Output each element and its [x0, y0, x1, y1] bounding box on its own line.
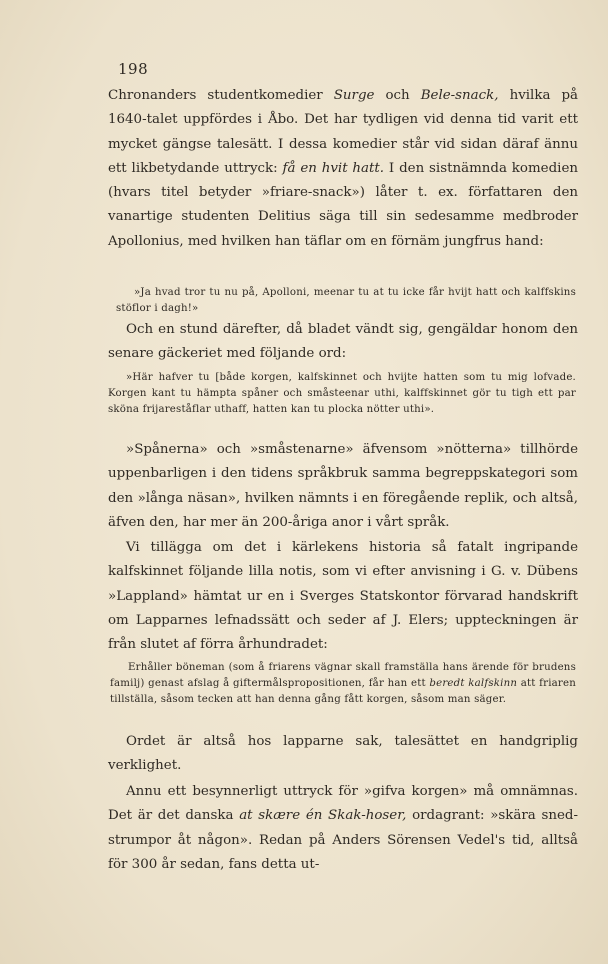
paragraph-text: Annu ett besynnerligt uttryck för »gifva korgen» må omnämnas. Det är det danska at skære én Skak-hoser, ordagrant: »skära sned-strumpor åt någon». Redan på Anders Sörensen Vedel's tid, alltså för 300 år sedan, fans detta ut-: [108, 784, 578, 872]
paragraph-3: [108, 438, 578, 535]
italic-phrase: beredt kalfskinn: [429, 677, 518, 689]
paragraph-5: [108, 730, 578, 779]
page-number: 198: [118, 60, 149, 78]
quote-1: [116, 285, 576, 317]
quote-3: [110, 660, 576, 707]
paragraph-6: [108, 780, 578, 877]
italic-phrase: Bele-snack,: [420, 88, 499, 103]
paragraph-4: [108, 536, 578, 657]
paragraph-text: Ordet är altså hos lapparne sak, talesättet en handgriplig verklighet.: [108, 734, 578, 774]
quote-2: [108, 370, 576, 417]
paragraph-text: Vi tillägga om det i kärlekens historia så fatalt ingripande kalfskinnet följande lilla notis, som vi efter anvisning i G. v. Dübens »Lappland» hämtat ur en i Sverges Statskontor förvarad handskrift om Lapparnes lefnadssätt och seder af J. Elers; uppteckningen är från slutet af förra århundradet:: [108, 540, 578, 653]
paragraph-1: [108, 84, 578, 254]
quote-text: »Här hafver tu [både korgen, kalfskinnet och hvijte hatten som tu mig lofvade. Korgen kant tu hämpta spåner och småsteenar uthi, kalffskinnet gör tu tigh ett par sköna frijareståflar uthaff, hatten kan tu plocka nötter uthi».: [108, 372, 576, 415]
quote-text: Erhåller böneman (som å friarens vägnar skall framställa hans ärende för brudens familj) genast afslag å giftermålspropositionen, får han ett beredt kalfskinn att friaren tillställa, såsom tecken att han denna gång fått korgen, såsom man säger.: [110, 662, 576, 705]
italic-phrase: Surge: [333, 88, 375, 103]
paragraph-text: Och en stund därefter, då bladet vändt sig, gengäldar honom den senare gäckeriet med följande ord:: [108, 322, 578, 362]
paragraph-2: [108, 318, 578, 367]
paragraph-text: »Spånerna» och »småstenarne» äfvensom »nötterna» tillhörde uppenbarligen i den tidens språkbruk samma begreppskategori som den »långa näsan», hvilken nämnts i en föregående replik, och altså, äfven den, har mer än 200-åriga anor i vårt språk.: [108, 442, 578, 530]
paragraph-text: Chronanders studentkomedier Surge och Bele-snack, hvilka på 1640-talet uppfördes i Åbo. Det har tydligen vid denna tid varit ett mycket gängse talesätt. I dessa komedier står vid sidan däraf ännu ett likbetydande uttryck: få en hvit hatt. I den sistnämnda komedien (hvars titel betyder »friare-snack») låter t. ex. författaren den vanartige studenten Delitius säga till sin sedesamme medbroder Apollonius, med hvilken han täflar om en förnäm jungfrus hand:: [108, 88, 579, 249]
quote-text: »Ja hvad tror tu nu på, Apolloni, meenar tu at tu icke får hvijt hatt och kalffskins stöflor i dagh!»: [116, 287, 576, 314]
italic-phrase: at skære én Skak-hoser,: [239, 808, 407, 824]
italic-phrase: få en hvit hatt.: [282, 160, 385, 176]
